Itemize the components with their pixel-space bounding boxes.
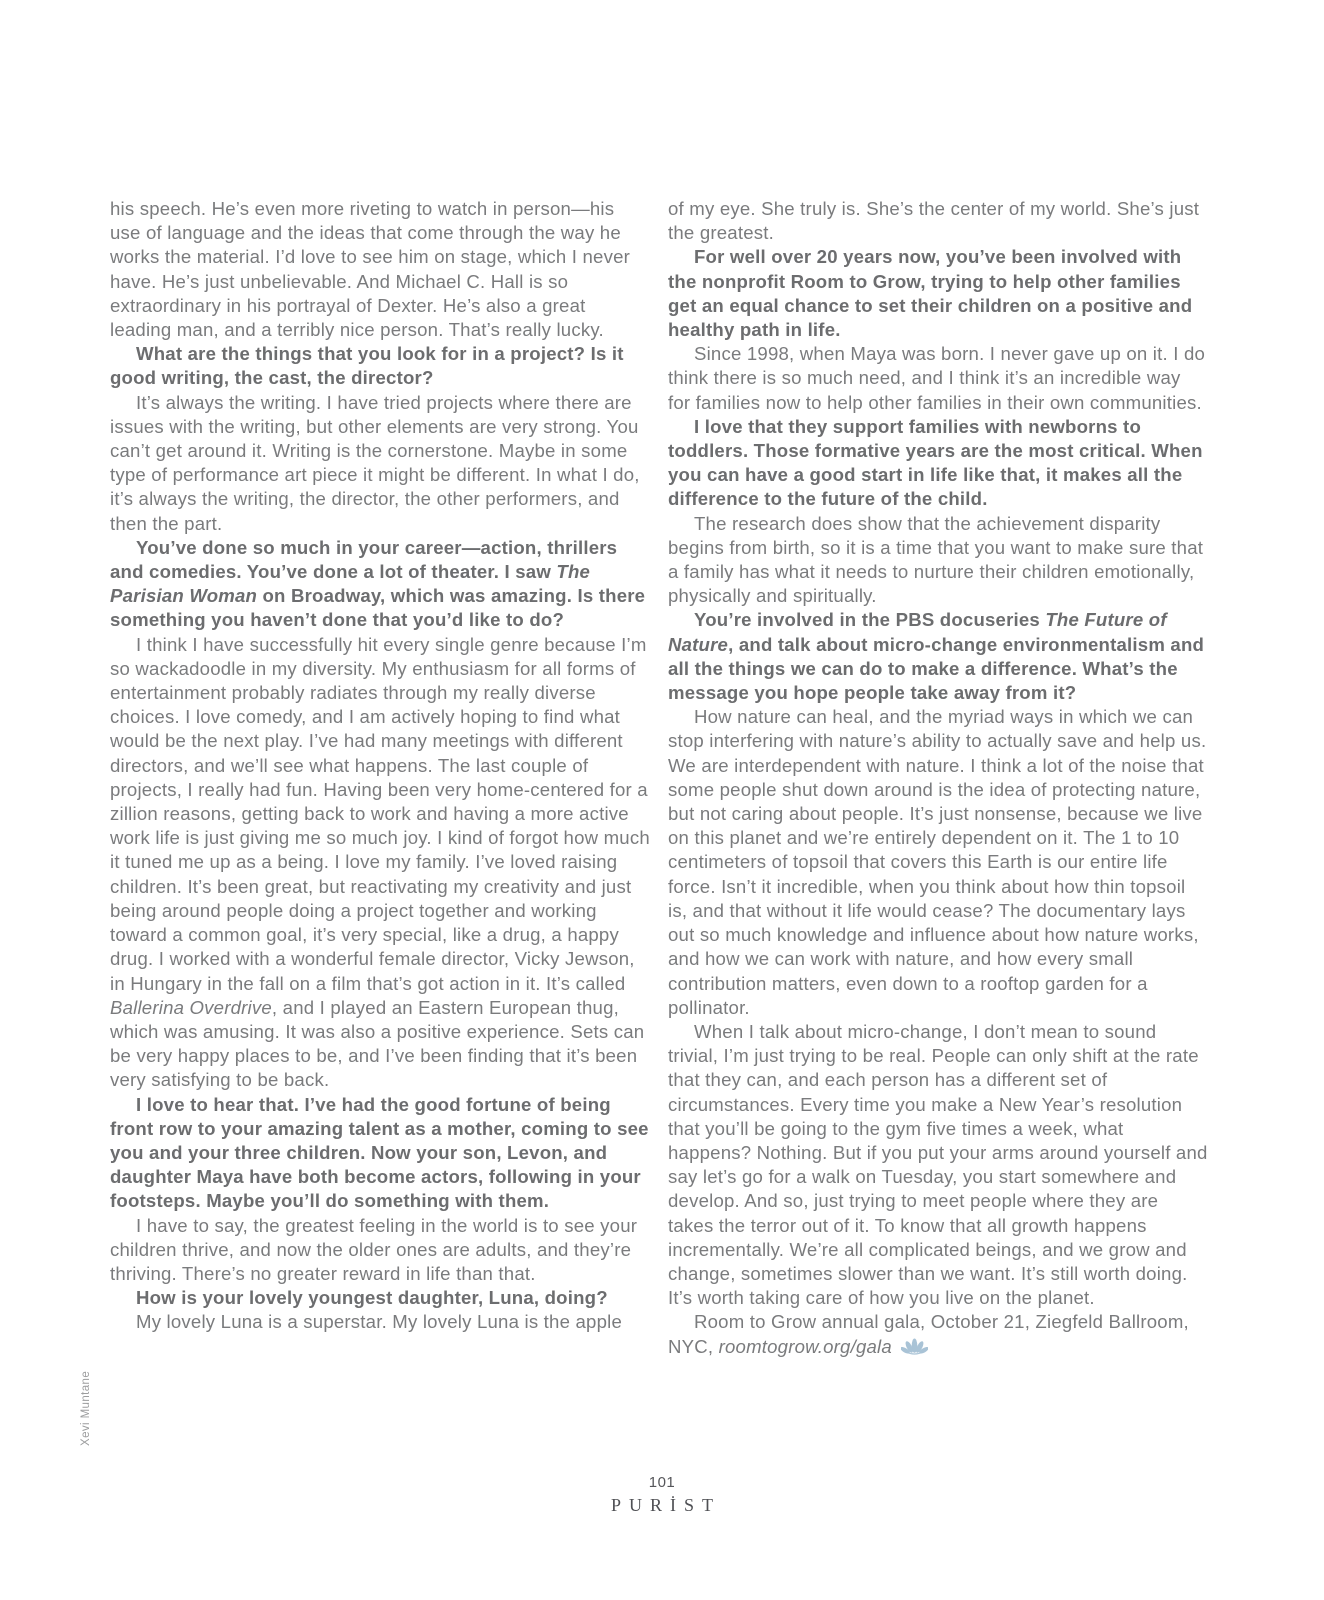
text-segment: It’s always the writing. I have tried projects where there are issues with the writing, but other elements are very strong. You can’t get around it. Writing is the cornerstone. Maybe in some type of performance art piece it might be different. In what I do, it’s always the writing, the director, the other performers, and then the part.	[110, 391, 640, 534]
text-segment: I love that they support families with newborns to toddlers. Those formative years are the most critical. When you can have a good start in life like that, it makes all the difference to the future of the child.	[668, 415, 1203, 510]
text-segment: How nature can heal, and the myriad ways in which we can stop interfering with nature’s ability to actually save and help us. We are interdependent with nature. I think a lot of the noise that some people shut down around is the idea of protecting nature, but not caring about people. It’s just nonsense, because we live on this planet and we’re entirely dependent on it. The 1 to 10 centimeters of topsoil that covers this Earth is our entire life force. Isn’t it incredible, when you think about how thin topsoil is, and that without it life would cease? The documentary lays out so much knowledge and influence about how nature works, and how we can work with nature, and how every small contribution matters, even down to a rooftop garden for a pollinator.	[668, 706, 1207, 1018]
text-column-left	[110, 197, 650, 1335]
text-segment: The Parisian Woman	[110, 561, 591, 607]
interview-answer	[110, 1310, 650, 1334]
text-segment: I have to say, the greatest feeling in the world is to see your children thrive, and now the older ones are adults, and they’re thriving. There’s no greater reward in life than that.	[110, 1214, 638, 1284]
text-segment: I think I have successfully hit every single genre because I’m so wackadoodle in my diversity. My enthusiasm for all forms of entertainment probably radiates through my really diverse choices. I love comedy, and I am actively hoping to find what would be the next play. I’ve had many meetings with different directors, and we’ll see what happens. The last couple of projects, I really had fun. Having been very home-centered for a zillion reasons, getting back to work and having a more active work life is just giving me so much joy. I kind of forgot how much it tuned me up as a being. I love my family. I’ve loved raising children. It’s been great, but reactivating my creativity and just being around people doing a project together and working toward a common goal, it’s very special, like a drug, a happy drug. I worked with a wonderful female director, Vicky Jewson, in Hungary in the fall on a film that’s got action in it. It’s called	[110, 633, 650, 994]
interview-answer	[110, 197, 650, 342]
text-segment: Since 1998, when Maya was born. I never gave up on it. I do think there is so much need, and I think it’s an incredible way for families now to help other families in their own communities.	[668, 343, 1206, 413]
interview-question	[110, 342, 650, 390]
text-segment: The research does show that the achievement disparity begins from birth, so it is a time that you want to make sure that a family has what it needs to nurture their children emotionally, physically and spiritually.	[668, 512, 1204, 607]
interview-answer	[110, 391, 650, 536]
purist-logo: PURİST	[610, 1495, 721, 1515]
text-segment: You’re involved in the PBS docuseries	[694, 609, 1046, 631]
text-segment: How is your lovely youngest daughter, Luna, doing?	[136, 1287, 608, 1309]
text-segment: his speech. He’s even more riveting to watch in person—his use of language and the ideas that come through the way he works the material. I’d love to see him on stage, which I never have. He’s just unbelievable. And Michael C. Hall is so extraordinary in his portrayal of Dexter. He’s also a great leading man, and a terribly nice person. That’s really lucky.	[110, 198, 631, 341]
interview-question	[110, 1286, 650, 1310]
interview-question	[668, 608, 1208, 705]
text-segment: Room to Grow annual gala, October 21, Ziegfeld Ballroom, NYC,	[668, 1311, 1189, 1357]
text-segment: When I talk about micro-change, I don’t mean to sound trivial, I’m just trying to be real. People can only shift at the rate that they can, and each person has a different set of circumstances. Every time you make a New Year’s resolution that you’ll be going to the gym five times a week, what happens? Nothing. But if you put your arms around yourself and say let’s go for a walk on Tuesday, you start somewhere and develop. And so, just trying to meet people where they are takes the terror out of it. To know that all growth happens incrementally. We’re all complicated beings, and we grow and change, sometimes slower than we want. It’s still worth doing. It’s worth taking care of how you live on the planet.	[668, 1020, 1208, 1309]
text-segment: The Future of Nature	[668, 609, 1167, 655]
text-segment: of my eye. She truly is. She’s the center of my world. She’s just the greatest.	[668, 198, 1200, 244]
text-segment: Ballerina Overdrive	[110, 996, 272, 1018]
text-segment: , and I played an Eastern European thug, which was amusing. It was also a positive experience. Sets can be very happy places to be, and I’ve been finding that it’s been very satisfying to be back.	[110, 996, 645, 1091]
interview-answer	[668, 1020, 1208, 1310]
gala-info	[668, 1310, 1208, 1358]
interview-question	[668, 415, 1208, 512]
interview-question	[110, 536, 650, 633]
page-footer	[0, 1474, 1324, 1516]
page-number: 101	[648, 1474, 676, 1491]
interview-question	[110, 1093, 650, 1214]
text-segment: For well over 20 years now, you’ve been involved with the nonprofit Room to Grow, trying to help other families get an equal chance to set their children on a positive and healthy path in life.	[668, 246, 1193, 341]
interview-answer	[110, 1214, 650, 1287]
interview-answer	[668, 512, 1208, 609]
interview-answer	[668, 342, 1208, 415]
text-segment: roomtogrow.org/gala	[718, 1335, 892, 1357]
text-segment: What are the things that you look for in a project? Is it good writing, the cast, the director?	[110, 343, 624, 389]
photo-credit: Xevi Muntane	[80, 1370, 92, 1446]
interview-answer	[110, 633, 650, 1093]
text-segment: You’ve done so much in your career—action, thrillers and comedies. You’ve done a lot of theater. I saw	[110, 536, 618, 583]
lotus-icon	[901, 1338, 928, 1356]
text-segment: , and talk about micro-change environmentalism and all the things we can do to make a difference. What’s the message you hope people take away from it?	[668, 633, 1205, 704]
text-segment: I love to hear that. I’ve had the good fortune of being front row to your amazing talent as a mother, coming to see you and your three children. Now your son, Levon, and daughter Maya have both become actors, following in your footsteps. Maybe you’ll do something with them.	[110, 1093, 649, 1212]
interview-answer	[668, 705, 1208, 1020]
text-segment: My lovely Luna is a superstar. My lovely Luna is the apple	[136, 1311, 622, 1333]
text-segment: on Broadway, which was amazing. Is there something you haven’t done that you’d like to do?	[110, 585, 646, 631]
text-column-right	[668, 197, 1208, 1359]
interview-question	[668, 245, 1208, 342]
interview-answer	[668, 197, 1208, 245]
